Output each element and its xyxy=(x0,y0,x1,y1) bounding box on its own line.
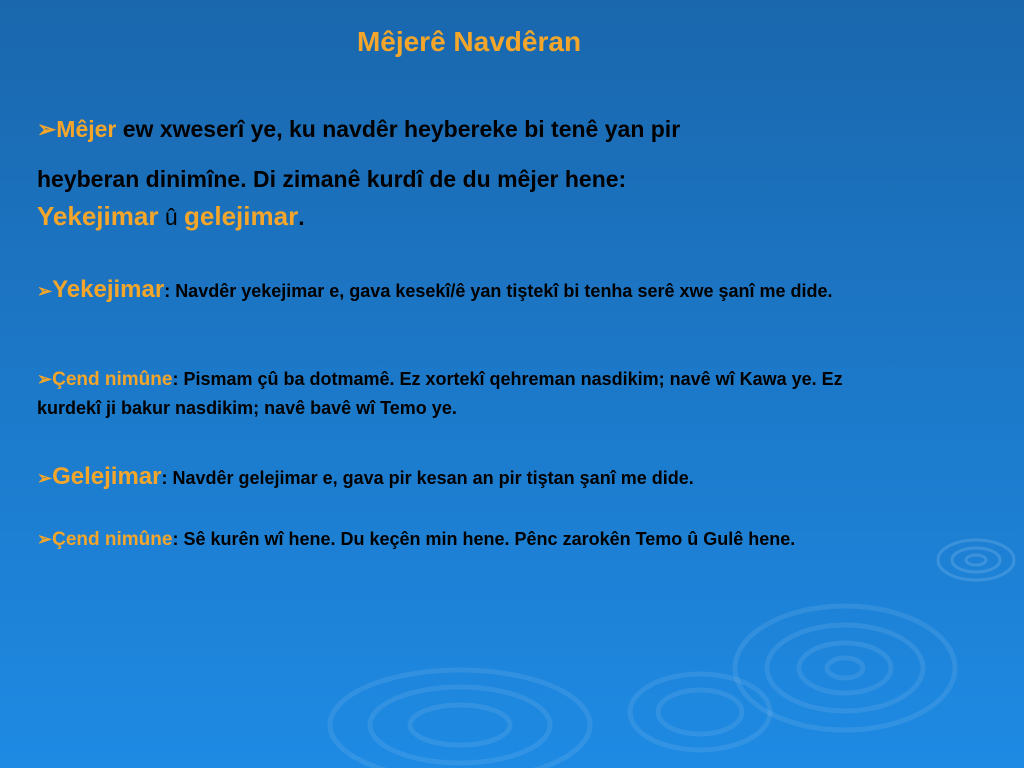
intro-paragraph xyxy=(37,104,897,237)
term-mejer: Mêjer xyxy=(56,116,117,142)
gelejimar-term: Gelejimar xyxy=(52,463,162,490)
gelejimar-text: Navdêr gelejimar e, gava pir kesan an pir tiştan şanî me dide. xyxy=(172,468,694,488)
yekejimar-examples xyxy=(37,365,897,423)
examples-term: Çend nimûne xyxy=(52,529,173,550)
slide-title: Mêjerê Navdêran xyxy=(356,26,582,57)
examples-separator: : xyxy=(172,529,184,549)
gelejimar-examples xyxy=(37,525,897,554)
arrow-bullet-icon: ➢ xyxy=(37,369,53,389)
yekejimar-definition xyxy=(37,275,897,306)
examples-term: Çend nimûne xyxy=(52,369,173,390)
intro-text-2: heyberan dinimîne. Di zimanê kurdî de du mêjer hene: xyxy=(37,166,627,192)
gelejimar-separator: : xyxy=(161,468,173,488)
term-yekejimar: Yekejimar xyxy=(37,201,159,231)
yekejimar-text: Navdêr yekejimar e, gava kesekî/ê yan tiştekî bi tenha serê xwe şanî me dide. xyxy=(175,281,833,301)
examples-text: Pismam çû ba dotmamê. Ez xortekî qehreman nasdikim; navê wî Kawa ye. Ez kurdekî ji bakur nasdikim; navê bavê wî Temo ye. xyxy=(37,369,843,418)
intro-text-1: ew xweserî ye, ku navdêr heybereke bi tenê yan pir xyxy=(116,116,681,142)
term-gelejimar: gelejimar xyxy=(184,201,299,231)
arrow-bullet-icon: ➢ xyxy=(37,529,53,549)
arrow-bullet-icon: ➢ xyxy=(37,116,57,142)
gelejimar-definition xyxy=(37,462,897,493)
intro-conjunction: û xyxy=(158,204,185,230)
yekejimar-separator: : xyxy=(164,281,176,301)
arrow-bullet-icon: ➢ xyxy=(37,468,53,488)
yekejimar-term: Yekejimar xyxy=(52,276,165,303)
arrow-bullet-icon: ➢ xyxy=(37,281,53,301)
intro-end: . xyxy=(298,204,305,230)
examples-separator: : xyxy=(172,369,184,389)
examples-text: Sê kurên wî hene. Du keçên min hene. Pênc zarokên Temo û Gulê hene. xyxy=(183,529,796,549)
